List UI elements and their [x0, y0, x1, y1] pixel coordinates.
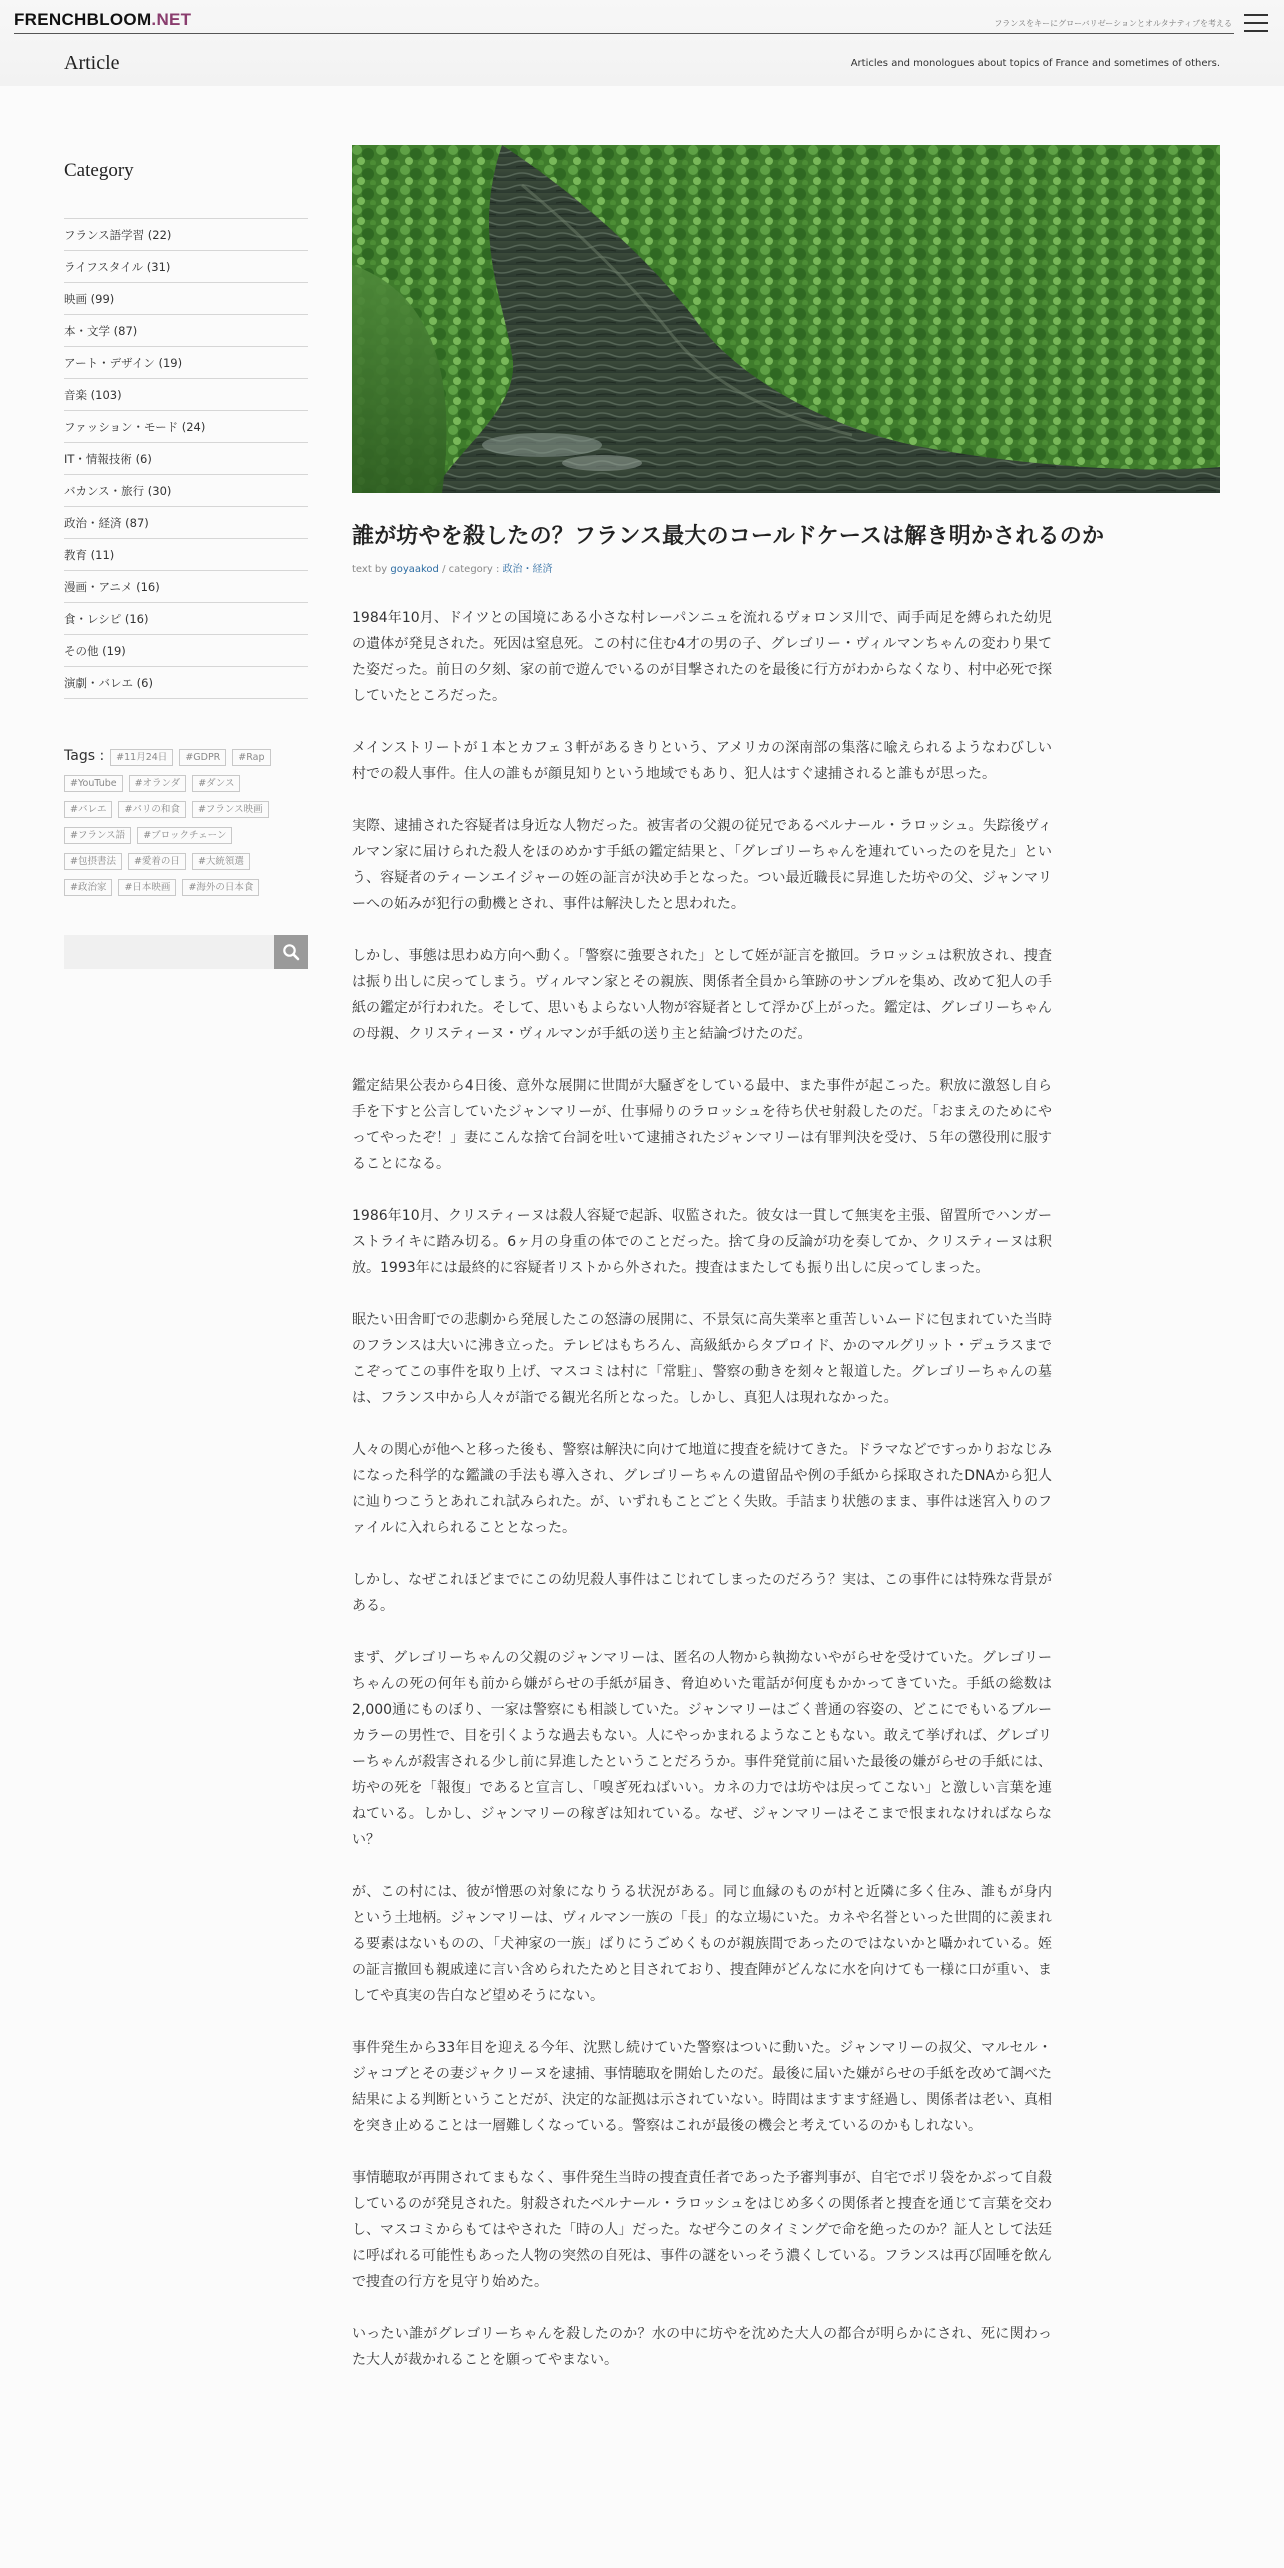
category-list	[64, 218, 308, 699]
hamburger-menu-icon[interactable]	[1244, 14, 1268, 32]
article-paragraph: 事情聴取が再開されてまもなく、事件発生当時の捜査責任者であった予審判事が、自宅でポリ袋をかぶって自殺しているのが発見された。射殺されたベルナール・ラロッシュをはじめ多くの関係者と捜査を通じて言葉を交わし、マスコミからもてはやされた「時の人」だった。なぜ今このタイミングで命を絶ったのか？証人として法廷に呼ばれる可能性もあった人物の突然の自死は、事件の謎をいっそう濃くしている。フランスは再び固唾を飲んで捜査の行方を見守り始めた。	[352, 2170, 1052, 2290]
article-meta	[352, 560, 1220, 575]
tag-link[interactable]: #バレエ	[64, 801, 112, 818]
tag-link[interactable]: #ブロックチェーン	[137, 827, 232, 844]
category-heading: Category	[64, 160, 134, 181]
category-link[interactable]: 教育 (11)	[64, 538, 308, 570]
article-hero-image	[352, 145, 1220, 493]
site-header	[0, 0, 1284, 86]
article-paragraph: 1986年10月、クリスティーヌは殺人容疑で起訴、収監された。彼女は一貫して無実を主張、留置所でハンガーストライキに踏み切る。6ヶ月の身重の体でのことだった。捨て身の反論が功を奏してか、クリスティーヌは釈放。1993年には最終的に容疑者リストから外された。捜査はまたしても振り出しに戻ってしまった。	[352, 1208, 1052, 1276]
header-divider	[14, 33, 1234, 34]
article-title: 誰が坊やを殺したの？フランス最大のコールドケースは解き明かされるのか	[352, 524, 1105, 549]
category-link[interactable]: 映画 (99)	[64, 282, 308, 314]
category-link[interactable]: バカンス・旅行 (30)	[64, 474, 308, 506]
logo-text: FRENCHBLOOM	[14, 10, 152, 29]
category-link[interactable]: 演劇・バレエ (6)	[64, 666, 308, 698]
category-link[interactable]: ファッション・モード (24)	[64, 410, 308, 442]
search-button[interactable]	[274, 935, 308, 969]
tag-link[interactable]: #YouTube	[64, 775, 123, 792]
article-body	[352, 605, 1052, 2373]
article-paragraph: しかし、なぜこれほどまでにこの幼児殺人事件はこじれてしまったのだろう？実は、この事件には特殊な背景がある。	[352, 1572, 1052, 1614]
article-paragraph: メインストリートが１本とカフェ３軒があるきりという、アメリカの深南部の集落に喩えられるようなわびしい村での殺人事件。住人の誰もが顔見知りという地域でもあり、犯人はすぐ逮捕されると誰もが思った。	[352, 740, 1052, 782]
category-link[interactable]: 漫画・アニメ (16)	[64, 570, 308, 602]
article-paragraph: しかし、事態は思わぬ方向へ動く。「警察に強要された」として姪が証言を撤回。ラロッシュは釈放され、捜査は振り出しに戻ってしまう。ヴィルマン家とその親族、関係者全員から筆跡のサンプルを集め、改めて犯人の手紙の鑑定が行われた。そして、思いもよらない人物が容疑者として浮かび上がった。鑑定は、グレゴリーちゃんの母親、クリスティーヌ・ヴィルマンが手紙の送り主と結論づけたのだ。	[352, 948, 1052, 1042]
tag-link[interactable]: #パリの和食	[118, 801, 185, 818]
category-link[interactable]: IT・情報技術 (6)	[64, 442, 308, 474]
site-logo[interactable]	[14, 10, 191, 30]
meta-category-prefix: / category :	[438, 564, 503, 575]
tag-link[interactable]: #フランス語	[64, 827, 131, 844]
article-paragraph: 鑑定結果公表から4日後、意外な展開に世間が大騒ぎをしている最中、また事件が起こった。釈放に激怒し自ら手を下すと公言していたジャンマリーが、仕事帰りのラロッシュを待ち伏せ射殺したのだ。「おまえのためにやってやったぞ！」妻にこんな捨て台詞を吐いて逮捕されたジャンマリーは有罪判決を受け、５年の懲役刑に服することになる。	[352, 1078, 1052, 1172]
category-link-meta[interactable]: 政治・経済	[502, 564, 553, 575]
tag-link[interactable]: #政治家	[64, 879, 112, 896]
article-paragraph: まず、グレゴリーちゃんの父親のジャンマリーは、匿名の人物から執拗ないやがらせを受けていた。グレゴリーちゃんの死の何年も前から嫌がらせの手紙が届き、脅迫めいた電話が何度もかかってきていた。手紙の総数は2,000通にものぼり、一家は警察にも相談していた。ジャンマリーはごく普通の容姿の、どこにでもいるブルーカラーの男性で、目を引くような過去もない。人にやっかまれるようなこともない。敢えて挙げれば、グレゴリーちゃんが殺害される少し前に昇進したということだろうか。事件発覚前に届いた最後の嫌がらせの手紙には、坊やの死を「報復」であると宣言し、「嗅ぎ死ねばいい。カネの力では坊やは戻ってこない」と激しい言葉を連ねている。しかし、ジャンマリーの稼ぎは知れている。なぜ、ジャンマリーはそこまで恨まれなければならない？	[352, 1650, 1052, 1848]
logo-tld: NET	[156, 10, 192, 29]
logo-dot: .	[151, 10, 157, 29]
tag-cloud	[64, 743, 308, 901]
article-paragraph: 人々の関心が他へと移った後も、警察は解決に向けて地道に捜査を続けてきた。ドラマなどですっかりおなじみになった科学的な鑑識の手法も導入され、グレゴリーちゃんの遺留品や例の手紙から採取されたDNAから犯人に辿りつこうとあれこれ試みられた。が、いずれもことごとく失敗。手詰まり状態のまま、事件は迷宮入りのファイルに入れられることとなった。	[352, 1442, 1052, 1536]
tag-link[interactable]: #愛着の日	[128, 853, 186, 870]
article-paragraph: いったい誰がグレゴリーちゃんを殺したのか？水の中に坊やを沈めた大人の都合が明らかにされ、死に関わった大人が裁かれることを願ってやまない。	[352, 2326, 1052, 2368]
category-link[interactable]: アート・デザイン (19)	[64, 346, 308, 378]
tag-link[interactable]: #オランダ	[129, 775, 187, 792]
sidebar	[64, 160, 308, 969]
site-tagline: フランスをキーにグローバリゼーションとオルタナティブを考える	[994, 19, 1232, 28]
tag-link[interactable]: #ダンス	[192, 775, 240, 792]
article-paragraph: が、この村には、彼が憎悪の対象になりうる状況がある。同じ血縁のものが村と近隣に多く住み、誰もが身内という土地柄。ジャンマリーは、ヴィルマン一族の「長」的な立場にいた。カネや名誉といった世間的に羨まれる要素はないものの、「犬神家の一族」ばりにうごめくものが親族間であったのではないかと囁かれている。姪の証言撤回も親戚達に言い含められたためと目されており、捜査陣がどんなに水を向けても一様に口が重い、ましてや真実の告白など望めそうにない。	[352, 1884, 1052, 2004]
article-paragraph: 実際、逮捕された容疑者は身近な人物だった。被害者の父親の従兄であるベルナール・ラロッシュ。失踪後ヴィルマン家に届けられた殺人をほのめかす手紙の鑑定結果と、「グレゴリーちゃんを連れていったのを見た」という、容疑者のティーンエイジャーの姪の証言が決め手となった。つい最近職長に昇進した坊やの父、ジャンマリーへの妬みが犯行の動機とされ、事件は解決したと思われた。	[352, 818, 1052, 912]
tag-link[interactable]: #海外の日本食	[182, 879, 259, 896]
category-link[interactable]: その他 (19)	[64, 634, 308, 666]
tag-link[interactable]: #大統領選	[192, 853, 250, 870]
category-link[interactable]: 政治・経済 (87)	[64, 506, 308, 538]
search-form	[64, 935, 308, 969]
tag-link[interactable]: #日本映画	[118, 879, 176, 896]
meta-prefix: text by	[352, 564, 391, 575]
section-title: Article	[64, 52, 120, 74]
category-link[interactable]: 本・文学 (87)	[64, 314, 308, 346]
article	[352, 145, 1220, 2399]
category-link[interactable]: フランス語学習 (22)	[64, 218, 308, 250]
tag-link[interactable]: #包摂書法	[64, 853, 122, 870]
article-paragraph: 事件発生から33年目を迎える今年、沈黙し続けていた警察はついに動いた。ジャンマリーの叔父、マルセル・ジャコブとその妻ジャクリーヌを逮捕、事情聴取を開始したのだ。最後に届いた嫌がらせの手紙を改めて調べた結果による判断ということだが、決定的な証拠は示されていない。時間はますます経過し、関係者は老い、真相を突き止めることは一層難しくなっている。警察はこれが最後の機会と考えているのかもしれない。	[352, 2040, 1052, 2134]
section-subtitle: Articles and monologues about topics of France and sometimes of others.	[850, 58, 1220, 69]
magnifier-search-icon	[282, 943, 300, 961]
article-paragraph: 眠たい田舎町での悲劇から発展したこの怒濤の展開に、不景気に高失業率と重苦しいムードに包まれていた当時のフランスは大いに沸き立った。テレビはもちろん、高級紙からタブロイド、かのマルグリット・デュラスまでこぞってこの事件を取り上げ、マスコミは村に「常駐」、警察の動きを刻々と報道した。グレゴリーちゃんの墓は、フランス中から人々が詣でる観光名所となった。しかし、真犯人は現れなかった。	[352, 1312, 1052, 1406]
tag-link[interactable]: #11月24日	[110, 749, 173, 766]
article-paragraph: 1984年10月、ドイツとの国境にある小さな村レーパンニュを流れるヴォロンヌ川で、両手両足を縛られた幼児の遺体が発見された。死因は窒息死。この村に住む4才の男の子、グレゴリー・ヴィルマンちゃんの変わり果てた姿だった。前日の夕刻、家の前で遊んでいるのが目撃されたのを最後に行方がわからなくなり、村中必死で探していたところだった。	[352, 610, 1052, 704]
tags-label: Tags :	[64, 748, 105, 764]
tag-link[interactable]: #GDPR	[179, 749, 226, 766]
tag-link[interactable]: #フランス映画	[192, 801, 269, 818]
tag-link[interactable]: #Rap	[232, 749, 270, 766]
author-link[interactable]: goyaakod	[390, 564, 439, 575]
search-input[interactable]	[64, 935, 274, 969]
category-link[interactable]: 食・レシピ (16)	[64, 602, 308, 634]
category-link[interactable]: ライフスタイル (31)	[64, 250, 308, 282]
category-link[interactable]: 音楽 (103)	[64, 378, 308, 410]
